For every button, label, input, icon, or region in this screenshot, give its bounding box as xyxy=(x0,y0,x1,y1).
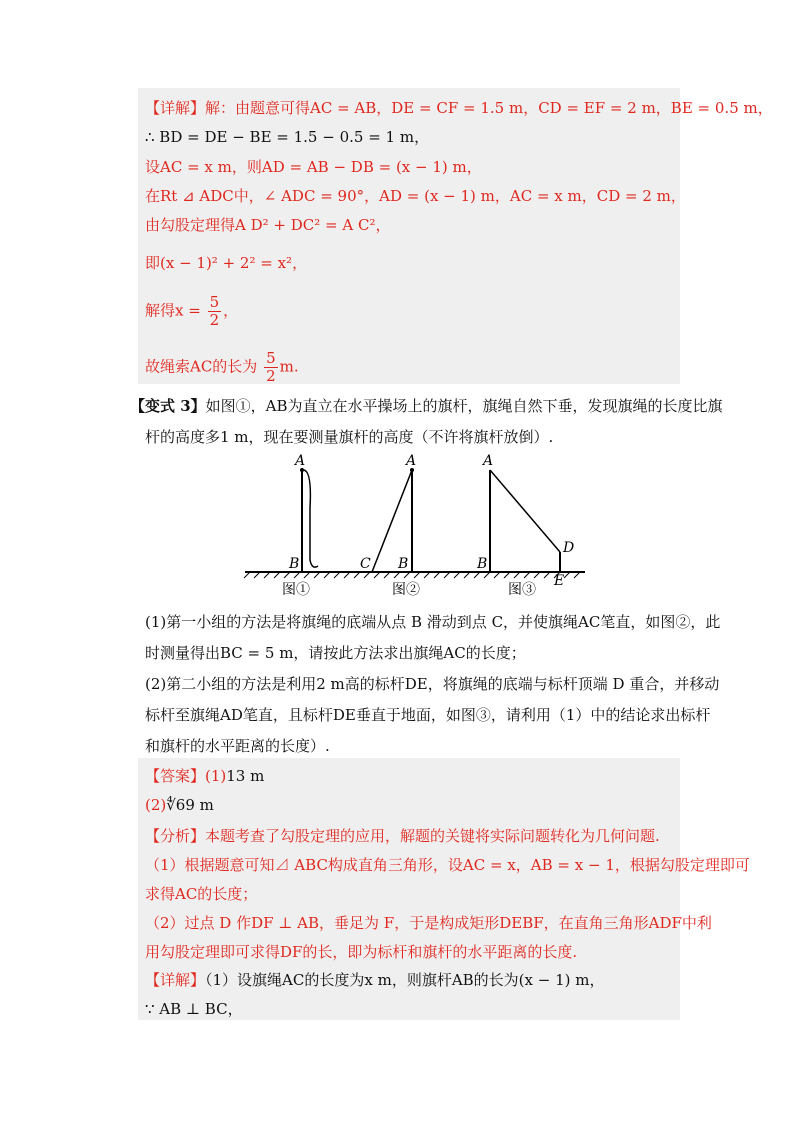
solution1-line-7 xyxy=(145,294,238,329)
analysis-line-3: 求得AC的长度； xyxy=(145,885,258,903)
solve-prefix: 解得x = xyxy=(145,301,201,320)
solution1-line-2: ∴ BD = DE − BE = 1.5 − 0.5 = 1 m， xyxy=(145,128,430,146)
analysis-line-4: （2）过点 D 作DF ⊥ AB，垂足为 F，于是构成矩形DEBF，在直角三角形ADF中利 xyxy=(145,914,712,932)
fig2-caption: 图② xyxy=(392,582,420,598)
question2-line-1: (2)第二小组的方法是利用2 m高的标杆DE，将旗绳的底端与标杆顶端 D 重合，并移动 xyxy=(145,675,720,693)
analysis-line-5: 用勾股定理即可求得DF的长，即为标杆和旗杆的水平距离的长度. xyxy=(145,943,578,961)
fraction-5-2 xyxy=(208,294,222,329)
analysis-line-1: 【分析】本题考查了勾股定理的应用，解题的关键将实际问题转化为几何问题. xyxy=(145,827,660,845)
detail-tag: 【详解】 xyxy=(145,99,206,117)
variant-tag: 【变式 3】 xyxy=(130,397,206,415)
answer-line-1 xyxy=(145,766,264,786)
problem-line-1 xyxy=(130,396,723,416)
fraction-denominator: 2 xyxy=(266,367,276,385)
fraction-numerator: 5 xyxy=(209,293,220,311)
solution1-line-8 xyxy=(145,350,299,385)
fig3-label-b: B xyxy=(477,556,488,572)
fig3-rope xyxy=(490,470,560,552)
fig1-label-b: B xyxy=(289,556,300,572)
answer-1-prefix: (1) xyxy=(205,767,227,785)
conclusion-prefix: 故绳索AC的长为 xyxy=(145,357,258,376)
fig1-label-a: A xyxy=(295,453,306,469)
fraction-5-2-conclusion xyxy=(264,350,278,385)
answer-line-2 xyxy=(145,795,214,815)
fraction-denominator: 2 xyxy=(209,311,220,329)
problem-text-1: 如图①，AB为直立在水平操场上的旗杆，旗绳自然下垂，发现旗绳的长度比旗 xyxy=(205,397,723,415)
question2-line-2: 标杆至旗绳AD笔直，且标杆DE垂直于地面，如图③，请利用（1）中的结论求出标杆 xyxy=(145,706,711,724)
fraction-numerator: 5 xyxy=(266,349,276,367)
solution1-line-3: 设AC = x m，则AD = AB − DB = (x − 1) m， xyxy=(145,158,482,176)
question1-line-1: (1)第一小组的方法是将旗绳的底端从点 B 滑动到点 C，并使旗绳AC笔直，如图②，此 xyxy=(145,613,721,631)
answer-2-prefix: (2) xyxy=(145,796,167,814)
question2-line-3: 和旗杆的水平距离的长度）. xyxy=(145,737,330,755)
fig2-label-a: A xyxy=(406,453,417,469)
fig3-caption: 图③ xyxy=(508,582,536,598)
solution1-line-6: 即(x − 1)² + 2² = x²， xyxy=(145,254,308,272)
solution1-line-1 xyxy=(145,98,773,118)
solve-suffix: ， xyxy=(223,301,239,320)
fig1-rope xyxy=(304,470,318,567)
solution1-line-4: 在Rt ⊿ ADC中，∠ ADC = 90°，AD = (x − 1) m，AC = x m，CD = 2 m， xyxy=(145,187,686,205)
solution1-line-5: 由勾股定理得A D² + DC² = A C²， xyxy=(145,216,391,234)
question1-line-2: 时测量得出BC = 5 m，请按此方法求出旗绳AC的长度； xyxy=(145,644,526,662)
fig3-label-e: E xyxy=(554,573,565,589)
answer-1-value: 13 m xyxy=(226,767,265,785)
fig1-caption: 图① xyxy=(282,582,310,598)
problem-line-2: 杆的高度多1 m，现在要测量旗杆的高度（不许将旗杆放倒）. xyxy=(145,428,554,446)
detail-tag-2: 【详解】 xyxy=(145,971,206,989)
solution2-line-2: ∵ AB ⊥ BC， xyxy=(145,1000,243,1018)
conclusion-suffix: m. xyxy=(279,357,299,376)
fig3-label-a: A xyxy=(483,453,494,469)
solution2-line-1 xyxy=(145,970,604,990)
solution1-line-1-text: 解：由题意可得AC = AB，DE = CF = 1.5 m，CD = EF = 2 m，BE = 0.5 m， xyxy=(205,99,773,117)
flagpole-figures xyxy=(240,448,590,608)
answer-tag: 【答案】 xyxy=(145,767,206,785)
analysis-line-2: （1）根据题意可知⊿ ABC构成直角三角形，设AC = x，AB = x − 1，根据勾股定理即可 xyxy=(145,856,750,874)
answer-2-value: ∜69 m xyxy=(166,796,214,814)
fig3-label-d: D xyxy=(563,540,575,556)
fig2-label-c: C xyxy=(360,556,371,572)
fig2-label-b: B xyxy=(398,556,409,572)
solution2-line-1-text: （1）设旗绳AC的长度为x m，则旗杆AB的长为(x − 1) m， xyxy=(205,971,605,989)
